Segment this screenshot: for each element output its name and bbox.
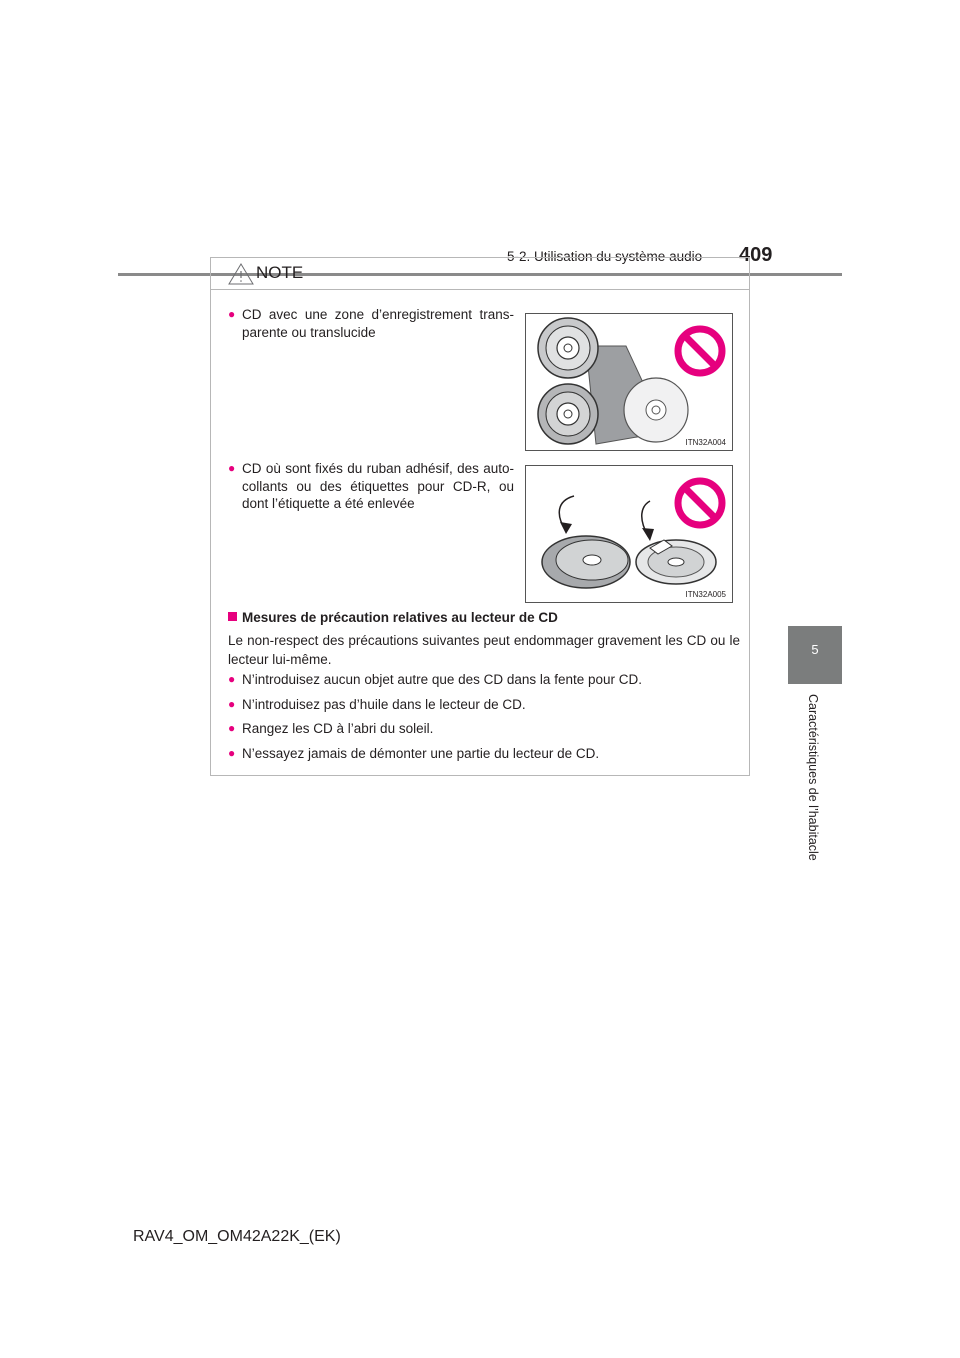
note-item-text: CD avec une zone d’enregistrement trans- parente ou translucide — [242, 307, 514, 340]
transparent-cd-icon — [624, 378, 688, 442]
chapter-number: 5 — [811, 642, 819, 657]
chapter-tab — [788, 626, 842, 684]
note-header — [211, 258, 749, 290]
precaution-text: N’introduisez pas d’huile dans le lecteur de CD. — [242, 697, 526, 712]
page-number: 409 — [739, 244, 773, 266]
precaution-item — [228, 696, 742, 714]
cd-disc-icon — [538, 318, 598, 378]
precaution-item — [228, 671, 742, 689]
cd-disc-icon — [538, 384, 598, 444]
figure-transparent-cd — [525, 313, 733, 451]
header-section-title: 5-2. Utilisation du système audio — [507, 249, 703, 264]
section-heading — [242, 609, 742, 627]
bullet-icon: ● — [228, 672, 236, 686]
cd-with-sticker-icon — [636, 540, 716, 584]
precaution-text: N’introduisez aucun objet autre que des CD dans la fente pour CD. — [242, 672, 642, 687]
precaution-text: Rangez les CD à l’abri du soleil. — [242, 721, 434, 736]
precaution-item — [228, 745, 742, 763]
labeled-cd-illustration — [526, 466, 732, 602]
square-bullet-icon — [228, 612, 237, 621]
precaution-item — [228, 720, 742, 738]
precaution-text: N’essayez jamais de démonter une partie du lecteur de CD. — [242, 746, 600, 761]
bullet-icon: ● — [228, 461, 236, 475]
note-box — [210, 257, 750, 776]
bullet-icon: ● — [228, 746, 236, 760]
note-item — [228, 460, 514, 513]
bullet-icon: ● — [228, 697, 236, 711]
chapter-title: Caractéristiques de l’habitacle — [806, 694, 820, 861]
warning-triangle-icon — [228, 263, 254, 285]
footer-manual-code: RAV4_OM_OM42A22K_(EK) — [133, 1228, 341, 1245]
section-intro: Le non-respect des précautions suivantes peut endommager gravement les CD ou le lecteur lui-même. — [228, 633, 740, 667]
prohibited-icon — [678, 329, 722, 373]
prohibited-icon — [678, 481, 722, 525]
bullet-icon: ● — [228, 307, 236, 321]
transparent-cd-illustration — [526, 314, 732, 450]
section-heading-text: Mesures de précaution relatives au lecteur de CD — [242, 610, 558, 625]
note-title: NOTE — [256, 263, 304, 282]
figure-code: ITN32A005 — [685, 590, 726, 599]
figure-labeled-cd — [525, 465, 733, 603]
chapter-side-title — [802, 694, 824, 880]
note-item-text: CD où sont fixés du ruban adhésif, des auto- collants ou des étiquettes pour CD-R, ou dont l’étiquette a été enlevée — [242, 461, 514, 511]
bullet-icon: ● — [228, 721, 236, 735]
note-item — [228, 306, 514, 341]
figure-code: ITN32A004 — [685, 438, 726, 447]
warped-cd-icon — [542, 536, 630, 588]
